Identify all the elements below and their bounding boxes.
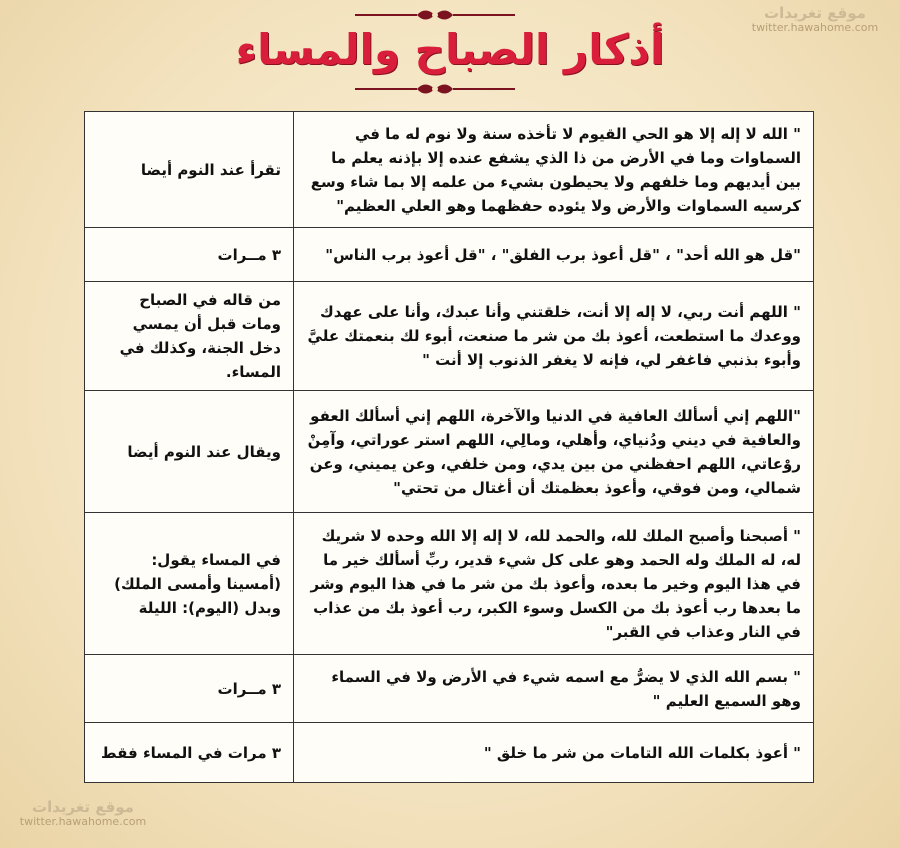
ornament-bottom-icon bbox=[355, 80, 515, 98]
dhikr-text: " أعوذ بكلمات الله التامات من شر ما خلق " bbox=[294, 723, 814, 783]
adhkar-table bbox=[84, 111, 814, 783]
dhikr-text: " اللهم أنت ربي، لا إله إلا أنت، خلقتني وأنا عبدك، وأنا على عهدك ووعدك ما استطعت، أعوذ بك من شر ما صنعت، أبوء لك بنعمتك عليَّ وأبوء بذنبي فاغفر لي، فإنه لا يغفر الذنوب إلا أنت " bbox=[294, 282, 814, 391]
table-row bbox=[85, 228, 814, 282]
watermark-top bbox=[740, 4, 890, 34]
table-row bbox=[85, 513, 814, 655]
watermark-bottom bbox=[8, 798, 158, 828]
table-row bbox=[85, 112, 814, 228]
dhikr-note: تقرأ عند النوم أيضا bbox=[85, 112, 294, 228]
dhikr-note: من قاله في الصباح ومات قبل أن يمسي دخل الجنة، وكذلك في المساء. bbox=[85, 282, 294, 391]
watermark-site-name: موقع تغريدات bbox=[32, 798, 134, 816]
watermark-site-name: موقع تغريدات bbox=[764, 4, 866, 22]
watermark-url: twitter.hawahome.com bbox=[19, 815, 147, 828]
dhikr-note: ٣ مــرات bbox=[85, 655, 294, 723]
watermark-url: twitter.hawahome.com bbox=[751, 21, 879, 34]
table-row bbox=[85, 655, 814, 723]
dhikr-text: " أصبحنا وأصبح الملك لله، والحمد لله، لا إله إلا الله وحده لا شريك له، له الملك وله الحمد وهو على كل شيء قدير، ربِّ أسألك خير ما في هذا اليوم وخير ما بعده، وأعوذ بك من شر ما في هذا اليوم وشر ما بعدها رب أعوذ بك من الكسل وسوء الكبر، رب أعوذ بك من عذاب في النار وعذاب في القبر" bbox=[294, 513, 814, 655]
dhikr-note: ٣ مرات في المساء فقط bbox=[85, 723, 294, 783]
dhikr-note: في المساء يقول: (أمسينا وأمسى الملك) وبدل (اليوم): الليلة bbox=[85, 513, 294, 655]
dhikr-text: "قل هو الله أحد" ، "قل أعوذ برب الفلق" ، "قل أعوذ برب الناس" bbox=[294, 228, 814, 282]
dhikr-text: " الله لا إله إلا هو الحي القيوم لا تأخذه سنة ولا نوم له ما في السماوات وما في الأرض من ذا الذي يشفع عنده إلا بإذنه يعلم ما بين أيديهم وما خلفهم ولا يحيطون بشيء من علمه إلا بما شاء وسع كرسيه السماوات والأرض ولا يئوده حفظهما وهو العلي العظيم" bbox=[294, 112, 814, 228]
table-row bbox=[85, 391, 814, 513]
dhikr-text: "اللهم إني أسألك العافية في الدنيا والآخرة، اللهم إني أسألك العفو والعافية في ديني ودُنياي، وأهلي، ومالِي، اللهم استر عوراتي، وآمِنْ روْعاتي، اللهم احفظني من بين يدي، ومن خلفي، وعن يميني، وعن شمالي، ومن فوقي، وأعوذ بعظمتك أن أغتال من تحتي" bbox=[294, 391, 814, 513]
table-row bbox=[85, 282, 814, 391]
table-row bbox=[85, 723, 814, 783]
page-title: أذكار الصباح والمساء bbox=[235, 25, 665, 74]
dhikr-text: " بسم الله الذي لا يضرُّ مع اسمه شيء في الأرض ولا في السماء وهو السميع العليم " bbox=[294, 655, 814, 723]
dhikr-note: ويقال عند النوم أيضا bbox=[85, 391, 294, 513]
dhikr-note: ٣ مــرات bbox=[85, 228, 294, 282]
